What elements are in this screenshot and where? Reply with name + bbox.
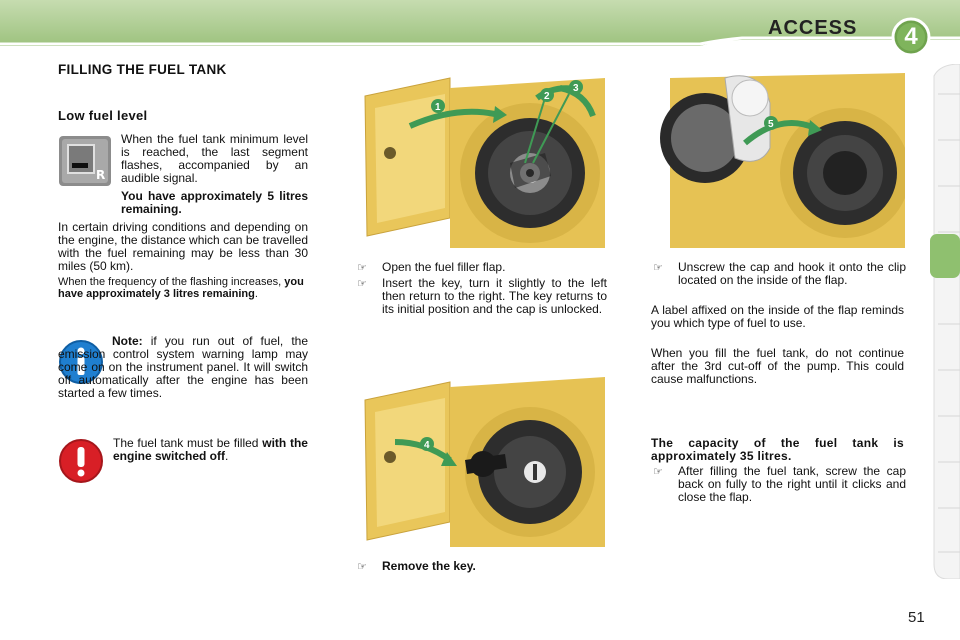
flash-frequency-end: . <box>254 288 258 300</box>
driving-conditions-text: In certain driving conditions and depending on the engine, the distance which can be travelled with the fuel remaining may be less than 30 miles (50 km). <box>58 220 308 273</box>
unscrew-cap-illustration <box>650 68 905 248</box>
flash-frequency-lead: When the frequency of the flashing increases, <box>58 276 282 288</box>
callout-4: 4 <box>424 440 430 451</box>
bullet-arrow-icon: ☞ <box>357 262 367 274</box>
warning-icon <box>58 438 104 484</box>
chapter-title: ACCESS <box>768 17 858 39</box>
callout-5: 5 <box>768 119 774 130</box>
bullet-arrow-icon: ☞ <box>653 262 663 274</box>
fill-warning-lead: The fuel tank must be filled <box>113 436 259 450</box>
note-body: if you run out of fuel, the emission control system warning lamp may come on on the instrument panel. It will switch off automatically after the engine has been started a few times. <box>58 334 309 400</box>
subsection-title: Low fuel level <box>58 108 148 123</box>
bullet-arrow-icon: ☞ <box>357 278 367 290</box>
remove-key-illustration <box>355 372 605 547</box>
note-text <box>58 335 308 400</box>
range-text: You have approximately 5 litres remaining. <box>121 189 308 216</box>
step-open-flap: ☞ Open the fuel filler flap. <box>357 260 506 274</box>
bullet-arrow-icon: ☞ <box>357 561 367 573</box>
fuel-label-text: A label affixed on the inside of the flap reminds you which type of fuel to use. <box>651 303 904 330</box>
callout-3: 3 <box>573 83 579 94</box>
note-label: Note: <box>112 334 143 348</box>
pump-cutoff-text: When you fill the fuel tank, do not continue after the 3rd cut-off of the pump. This could cause malfunctions. <box>651 346 904 386</box>
step-close-flap: ☞ After filling the fuel tank, screw the cap back on fully to the right until it clicks and close the flap. <box>653 464 906 504</box>
step-insert-key: ☞ Insert the key, turn it slightly to the left then return to the right. The key returns to its initial position and the cap is unlocked. <box>357 276 607 316</box>
fill-warning-bold: with the engine switched off <box>113 436 308 463</box>
flash-frequency-bold: you have approximately 3 litres remaining <box>58 276 304 300</box>
chapter-tabs <box>926 64 960 579</box>
section-title: FILLING THE FUEL TANK <box>58 62 227 77</box>
callout-2: 2 <box>544 91 550 102</box>
tank-capacity-text: The capacity of the fuel tank is approximately 35 litres. <box>651 436 904 463</box>
warning-lamp-text: When the fuel tank minimum level is reached, the last segment flashes, accompanied by an audible signal. <box>121 132 308 185</box>
fill-warning-text <box>113 437 308 463</box>
fuel-flap-open-illustration <box>355 68 605 248</box>
flash-frequency-text <box>58 276 310 300</box>
svg-text:R: R <box>96 168 106 182</box>
page-number: 51 <box>908 609 925 626</box>
step-unscrew-cap: ☞ Unscrew the cap and hook it onto the clip located on the inside of the flap. <box>653 260 906 287</box>
chapter-number: 4 <box>904 23 918 50</box>
fill-warning-end: . <box>225 449 229 463</box>
bullet-arrow-icon: ☞ <box>653 466 663 478</box>
callout-1: 1 <box>435 102 441 113</box>
step-remove-key: ☞ Remove the key. <box>357 559 476 573</box>
fuel-gauge-icon <box>58 135 112 187</box>
